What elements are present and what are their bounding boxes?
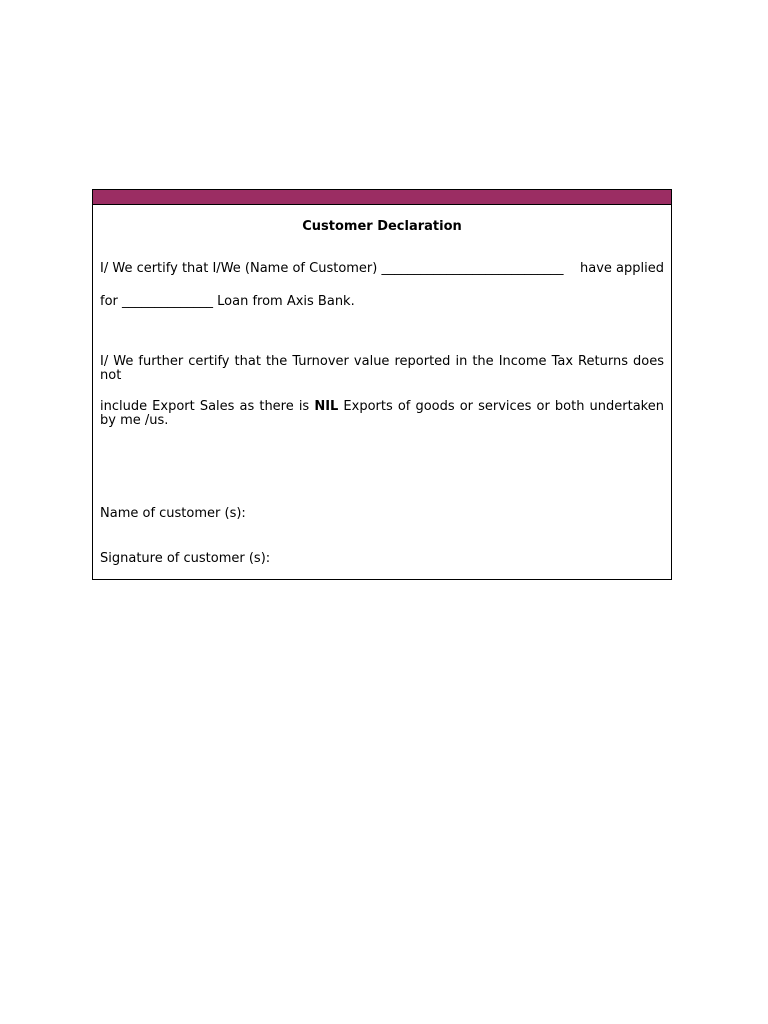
have-applied-text: have applied — [580, 261, 664, 276]
export-sales-text-start: include Export Sales as there is — [100, 399, 315, 414]
export-sales-paragraph — [100, 400, 664, 428]
customer-name-label: Name of customer (s): — [100, 506, 246, 521]
customer-signature-label: Signature of customer (s): — [100, 551, 271, 566]
turnover-paragraph: I/ We further certify that the Turnover value reported in the Income Tax Returns does not — [100, 354, 664, 383]
customer-declaration-form — [92, 189, 672, 580]
certify-customer-text: I/ We certify that I/We (Name of Customer) ____________________________ — [100, 261, 564, 276]
nil-emphasis: NIL — [314, 399, 339, 414]
export-sales-text-end: Exports of goods or services or both undertaken by me /us. — [100, 399, 664, 428]
form-title: Customer Declaration — [302, 219, 462, 234]
loan-line: for ______________ Loan from Axis Bank. — [100, 294, 355, 309]
header-bar — [93, 190, 671, 205]
certify-customer-line — [100, 262, 664, 276]
